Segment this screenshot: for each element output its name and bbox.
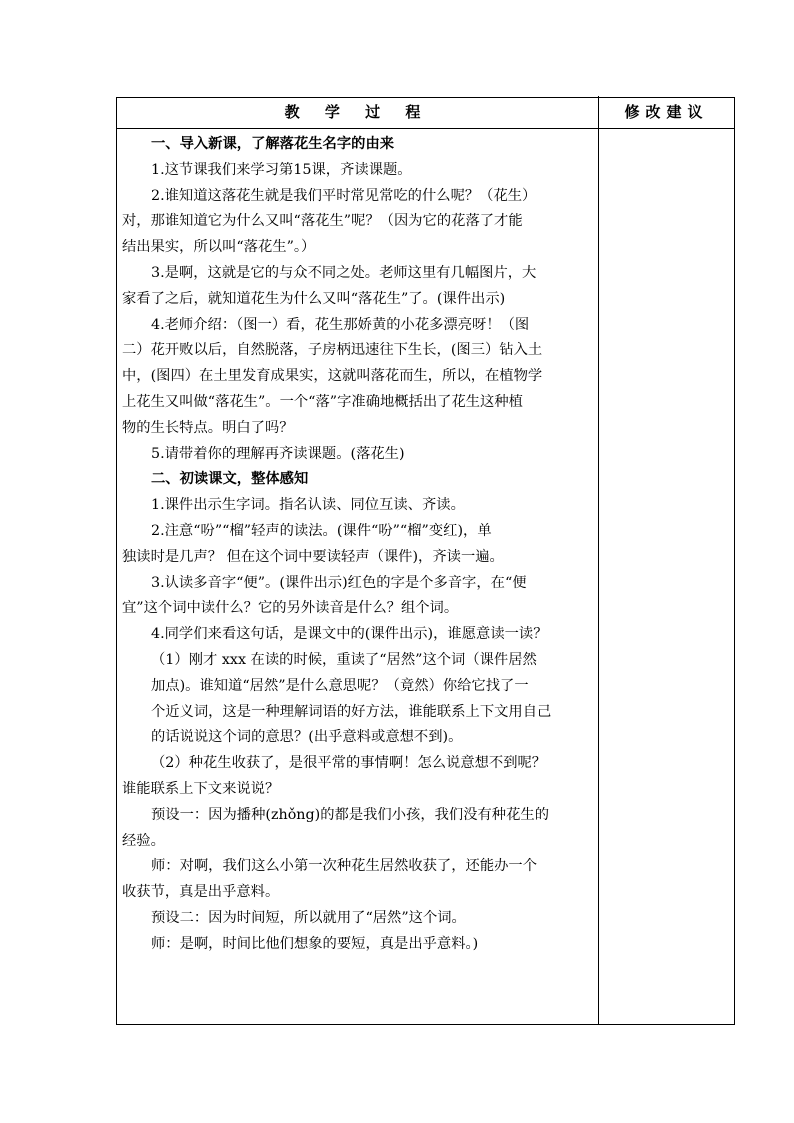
content-line: 物的生长特点。明白了吗？ <box>122 419 294 436</box>
content-line: 师：是啊，时间比他们想象的要短，真是出乎意料。) <box>151 935 479 952</box>
content-line: 的话说说这个词的意思？(出乎意料或意想不到)。 <box>151 729 463 746</box>
content-line: 3.是啊，这就是它的与众不同之处。老师这里有几幅图片，大 <box>151 264 537 281</box>
content-line: 宜”这个词中读什么？它的另外读音是什么？组个词。 <box>122 600 459 617</box>
content-line: 1.课件出示生字词。指名认读、同位互读、齐读。 <box>151 497 465 514</box>
header-divider <box>116 128 735 129</box>
content-line: 师：对啊，我们这么小第一次种花生居然收获了，还能办一个 <box>151 858 538 875</box>
content-line: 收获节，真是出乎意料。 <box>122 884 280 901</box>
content-line: 经验。 <box>122 832 165 849</box>
content-line: 二、初读课文，整体感知 <box>151 471 309 488</box>
content-line: 5.请带着你的理解再齐读课题。(落花生) <box>151 445 405 462</box>
column-divider <box>598 96 599 1025</box>
content-line: （2）种花生收获了，是很平常的事情啊！怎么说意想不到呢？ <box>151 755 547 772</box>
content-line: 独读时是几声？ 但在这个词中要读轻声（课件)，齐读一遍。 <box>122 548 504 565</box>
content-line: 中，(图四）在土里发育成果实，这就叫落花而生，所以，在植物学 <box>122 368 543 385</box>
teaching-process-content <box>122 132 594 958</box>
content-line: 上花生又叫做“落花生”。一个“落”字准确地概括出了花生这种植 <box>122 393 523 410</box>
content-line: 家看了之后，就知道花生为什么又叫“落花生”了。(课件出示) <box>122 290 506 307</box>
content-line: 预设一：因为播种(zhǒng)的都是我们小孩，我们没有种花生的 <box>151 806 549 823</box>
content-line: 预设二：因为时间短，所以就用了“居然”这个词。 <box>151 909 466 926</box>
content-line: 个近义词，这是一种理解词语的好方法，谁能联系上下文用自己 <box>151 703 552 720</box>
content-line: 1.这节课我们来学习第15课，齐读课题。 <box>151 161 412 178</box>
content-line: 4.老师介绍：（图一）看，花生那娇黄的小花多漂亮呀！（图 <box>151 316 530 333</box>
header-revision-suggestions: 修改建议 <box>624 103 709 121</box>
content-line: 二）花开败以后，自然脱落，子房柄迅速往下生长，(图三）钻入土 <box>122 342 543 359</box>
content-line: 2.注意“吩”“榴”轻声的读法。(课件“吩”“榴”变红)，单 <box>151 522 492 539</box>
content-line: 加点)。谁知道“居然”是什么意思呢？（竟然）你给它找了一 <box>151 677 529 694</box>
content-line: 2.谁知道这落花生就是我们平时常见常吃的什么呢？（花生） <box>151 187 537 204</box>
content-line: 一、导入新课，了解落花生名字的由来 <box>151 136 395 152</box>
content-line: 3.认读多音字“便”。(课件出示)红色的字是个多音字，在“便 <box>151 574 527 591</box>
content-line: 谁能联系上下文来说说？ <box>122 780 280 797</box>
content-line: 对，那谁知道它为什么又叫“落花生”呢？（因为它的花落了才能 <box>122 213 523 230</box>
content-line: （1）刚才 xxx 在读的时候，重读了“居然”这个词（课件居然 <box>151 651 537 668</box>
content-line: 4.同学们来看这句话，是课文中的(课件出示)，谁愿意读一读？ <box>151 626 548 643</box>
header-teaching-process: 教 学 过 程 <box>284 103 431 121</box>
content-line: 结出果实，所以叫“落花生”。） <box>122 239 316 256</box>
